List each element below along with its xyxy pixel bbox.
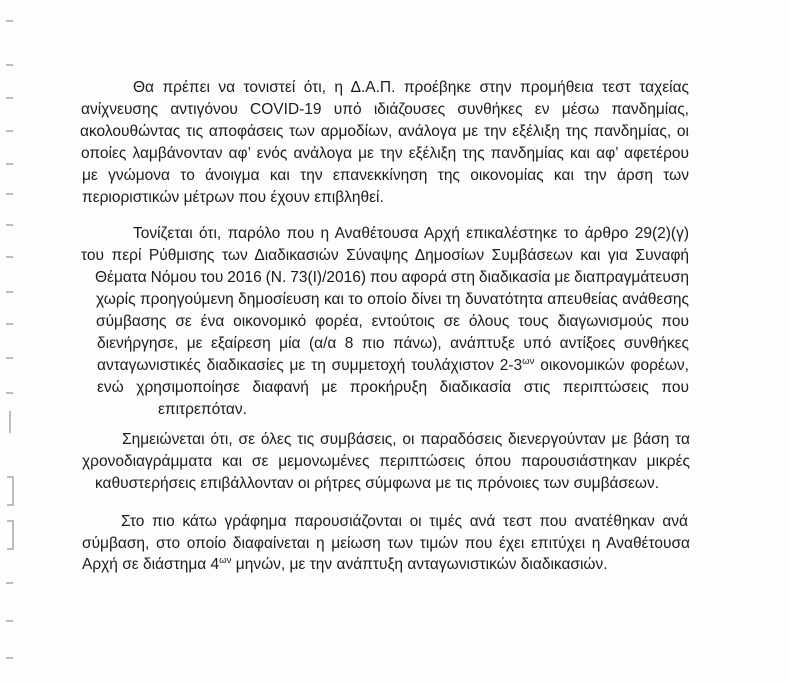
text-line (133, 77, 689, 99)
text-line-content (97, 357, 689, 374)
text-line-content: με γνώμονα το άνοιγμα και την επανεκκίνηση της οικονομίας και την άρση των (82, 167, 689, 184)
scan-artifact (9, 411, 11, 433)
scan-artifact (7, 476, 14, 506)
text-segment: οικονομικών φορέων, (534, 357, 689, 374)
text-line (82, 187, 384, 209)
ordinal-superscript: ων (219, 554, 232, 566)
scan-artifact (6, 323, 13, 325)
scan-artifact (6, 130, 13, 132)
scan-artifact (6, 582, 13, 584)
text-line (81, 99, 689, 121)
text-line-content: Σημειώνεται ότι, σε όλες τις συμβάσεις, οι παραδόσεις διενεργούνταν με βάση τα (122, 431, 690, 448)
scan-artifact (6, 64, 13, 66)
text-line (95, 267, 689, 289)
scan-artifact (6, 256, 13, 258)
text-line (121, 511, 688, 533)
scan-artifact (6, 193, 13, 195)
text-line-content: ανίχνευσης αντιγόνου COVID-19 υπό ιδιάζουσες συνθήκες εν μέσω πανδημίας, (81, 101, 689, 118)
text-line-content: οποίες λαμβάνονταν αφ’ ενός ανάλογα με την εξέλιξη της πανδημίας και αφ’ αφετέρου (81, 145, 689, 162)
scan-artifact (6, 357, 13, 359)
text-line-content: ενώ χρησιμοποίησε διαφανή με προκήρυξη διαδικασία στις περιπτώσεις που (97, 379, 689, 396)
text-line-content: Τονίζεται ότι, παρόλο που η Αναθέτουσα Αρχή επικαλέστηκε το άρθρο 29(2)(γ) (133, 225, 689, 242)
text-line-content: Θα πρέπει να τονιστεί ότι, η Δ.Α.Π. προέβηκε στην προμήθεια τεστ ταχείας (133, 79, 689, 96)
text-line (97, 333, 689, 355)
text-line-content: σύμβαση, στο οποίο διαφαίνεται η μείωση των τιμών που έχει επιτύχει η Αναθέτουσα (82, 535, 690, 552)
text-line-content: Στο πιο κάτω γράφημα παρουσιάζονται οι τιμές ανά τεστ που ανατέθηκαν ανά (121, 513, 688, 530)
scan-artifact (6, 291, 13, 293)
scan-artifact (6, 20, 13, 22)
text-line (82, 533, 690, 555)
text-line (80, 121, 689, 143)
scan-artifact (6, 224, 13, 226)
text-line (82, 165, 689, 187)
text-line (158, 399, 247, 421)
scan-artifact (6, 620, 13, 622)
text-line-content: διενήργησε, με εξαίρεση μία (α/α 8 πιο πάνω), ανάπτυξε υπό αντίξοες συνθήκες (97, 335, 689, 352)
text-line (82, 554, 608, 576)
text-line (133, 223, 689, 245)
text-line (82, 451, 690, 473)
text-segment: ανταγωνιστικές διαδικασίες με τη συμμετοχή τουλάχιστον 2-3 (97, 357, 523, 374)
text-line-content: χωρίς προηγούμενη δημοσίευση και το οποίο δίνει τη δυνατότητα απευθείας ανάθεσης (96, 291, 689, 308)
scan-artifact (6, 392, 13, 394)
text-line-content: χρονοδιαγράμματα και σε μεμονωμένες περιπτώσεις όπου παρουσιάστηκαν μικρές (82, 453, 690, 470)
text-line-content: ακολουθώντας τις αποφάσεις των αρμοδίων, ανάλογα με την εξέλιξη της πανδημίας, οι (80, 123, 689, 140)
text-line (81, 245, 689, 267)
text-line-content: Θέματα Νόμου του 2016 (Ν. 73(Ι)/2016) που αφορά στη διαδικασία με διαπραγμάτευση (95, 269, 689, 286)
text-segment: Αρχή σε διάστημα 4 (82, 556, 220, 573)
scan-artifact (6, 163, 13, 165)
text-line (122, 429, 690, 451)
text-line-content (82, 556, 608, 573)
text-line (97, 377, 689, 399)
scan-artifact (6, 657, 13, 659)
text-line (96, 311, 689, 333)
text-line-content: περιοριστικών μέτρων που έχουν επιβληθεί. (82, 189, 384, 206)
text-line-content: του περί Ρύθμισης των Διαδικασιών Σύναψης Δημοσίων Συμβάσεων και για Συναφή (81, 247, 689, 264)
text-segment: μηνών, με την ανάπτυξη ανταγωνιστικών διαδικασιών. (231, 556, 608, 573)
text-line (81, 143, 689, 165)
scan-artifact (7, 520, 14, 550)
text-line (96, 289, 689, 311)
text-line-content: σύμβασης σε ένα οικονομικό φορέα, εντούτοις σε όλους τους διαγωνισμούς που (96, 313, 689, 330)
text-line-content: επιτρεπόταν. (158, 401, 247, 418)
text-line (95, 473, 659, 495)
ordinal-superscript: ων (522, 355, 535, 367)
scan-artifact (6, 97, 13, 99)
text-line (97, 355, 689, 377)
text-line-content: καθυστερήσεις επιβάλλονταν οι ρήτρες σύμφωνα με τις πρόνοιες των συμβάσεων. (95, 475, 660, 492)
